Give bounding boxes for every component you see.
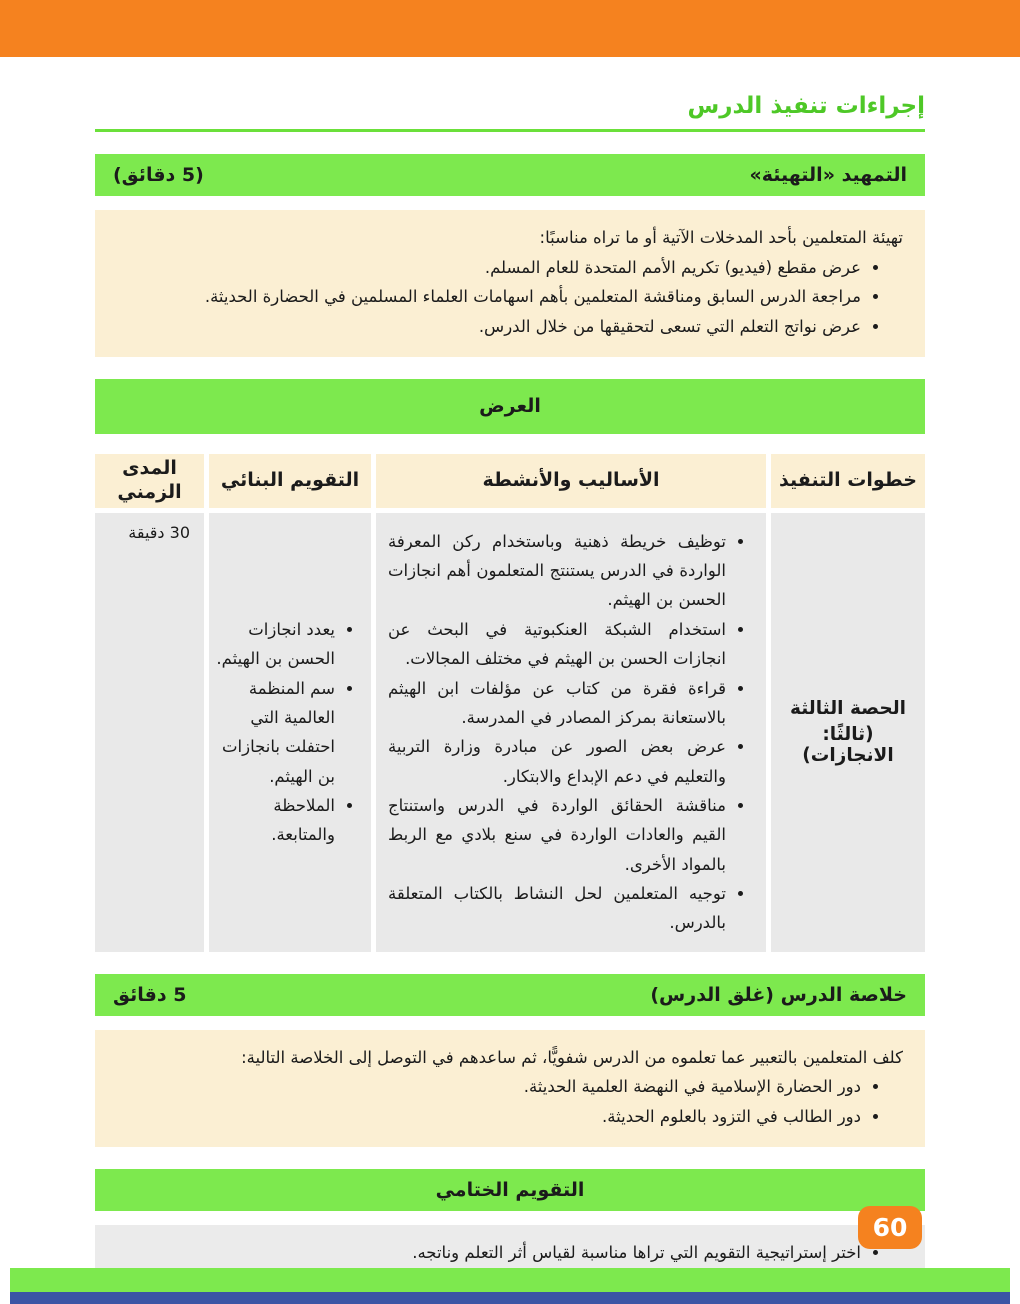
top-orange-bar — [0, 0, 1020, 57]
bottom-blue-bar — [10, 1292, 1010, 1304]
page-number-value: 60 — [872, 1213, 908, 1242]
bottom-green-bar — [10, 1268, 1010, 1292]
section-header-presentation — [95, 379, 925, 434]
summary-bullet-list — [117, 1072, 903, 1131]
summary-lead: كلف المتعلمين بالتعبير عما تعلموه من الدرس شفويًّا، ثم ساعدهم في التوصل إلى الخلاصة التالية: — [241, 1047, 903, 1067]
bullet-item: • دور الحضارة الإسلامية في النهضة العلمية الحديثة. — [117, 1072, 861, 1102]
bullet-item: • اختر إستراتيجية التقويم التي تراها مناسبة لقياس أثر التعلم وناتجه. — [117, 1238, 861, 1268]
bullet-item: • قراءة فقرة من كتاب عن مؤلفات ابن الهيثم بالاستعانة بمركز المصادر في المدرسة. — [388, 674, 726, 733]
bullet-item: • يعدد انجازات الحسن بن الهيثم. — [215, 615, 335, 674]
intro-lead: تهيئة المتعلمين بأحد المدخلات الآتية أو ما تراه مناسبًا: — [539, 228, 903, 247]
table-body-row — [95, 513, 925, 952]
presentation-table — [95, 454, 925, 952]
intro-bullet-list — [117, 253, 903, 342]
column-header-steps: خطوات التنفيذ — [771, 454, 925, 508]
steps-title: الحصة الثالثة — [790, 698, 907, 720]
cell-activities — [376, 513, 766, 952]
bullet-item: • الملاحظة والمتابعة. — [215, 791, 335, 850]
steps-subtitle: (ثالثًا: الانجازات) — [802, 724, 894, 767]
duration-value: 30 دقيقة — [128, 522, 190, 542]
intro-header-duration: (5 دقائق) — [113, 164, 204, 186]
bullet-item: • توجيه المتعلمين لحل النشاط بالكتاب المتعلقة بالدرس. — [388, 879, 726, 938]
cell-steps — [771, 513, 925, 952]
summary-header-title: خلاصة الدرس (غلق الدرس) — [650, 983, 907, 1006]
bullet-item: • مراجعة الدرس السابق ومناقشة المتعلمين بأهم اسهامات العلماء المسلمين في الحضارة الحديثة. — [117, 282, 861, 312]
intro-block — [95, 210, 925, 357]
bullet-item: • استخدام الشبكة العنكبوتية في البحث عن انجازات الحسن بن الهيثم في مختلف المجالات. — [388, 615, 726, 674]
bullet-item: • مناقشة الحقائق الواردة في الدرس واستنتاج القيم والعادات الواردة في سنع بلادي مع الربط بالمواد الأخرى. — [388, 791, 726, 879]
title-underline — [95, 129, 925, 132]
presentation-header-label: العرض — [479, 395, 541, 418]
activities-bullet-list — [388, 527, 756, 938]
column-header-assessment: التقويم البنائي — [209, 454, 371, 508]
final-assessment-header-label: التقويم الختامي — [435, 1178, 585, 1201]
cell-duration — [95, 513, 204, 952]
page-number-badge — [858, 1206, 922, 1249]
bullet-item: • عرض بعض الصور عن مبادرة وزارة التربية والتعليم في دعم الإبداع والابتكار. — [388, 732, 726, 791]
assessment-bullet-list — [215, 615, 365, 850]
bullet-item: • عرض نواتج التعلم التي تسعى لتحقيقها من خلال الدرس. — [117, 312, 861, 342]
summary-header-duration: 5 دقائق — [113, 983, 187, 1006]
page-title: إجراءات تنفيذ الدرس — [687, 93, 925, 119]
bullet-item: • عرض مقطع (فيديو) تكريم الأمم المتحدة للعام المسلم. — [117, 253, 861, 283]
bullet-item: • توظيف خريطة ذهنية وباستخدام ركن المعرفة الواردة في الدرس يستنتج المتعلمون أهم انجازات الحسن بن الهيثم. — [388, 527, 726, 615]
bullet-item: • دور الطالب في التزود بالعلوم الحديثة. — [117, 1102, 861, 1132]
section-header-summary — [95, 974, 925, 1016]
bullet-item: • سم المنظمة العالمية التي احتفلت بانجازات بن الهيثم. — [215, 674, 335, 791]
summary-block — [95, 1030, 925, 1147]
section-header-intro — [95, 154, 925, 196]
section-header-final-assessment — [95, 1169, 925, 1211]
cell-assessment — [209, 513, 371, 952]
column-header-duration: المدى الزمني — [95, 454, 204, 508]
intro-header-title: التمهيد «التهيئة» — [749, 164, 907, 186]
page-content — [95, 57, 925, 1304]
table-header-row — [95, 454, 925, 508]
column-header-activities: الأساليب والأنشطة — [376, 454, 766, 508]
